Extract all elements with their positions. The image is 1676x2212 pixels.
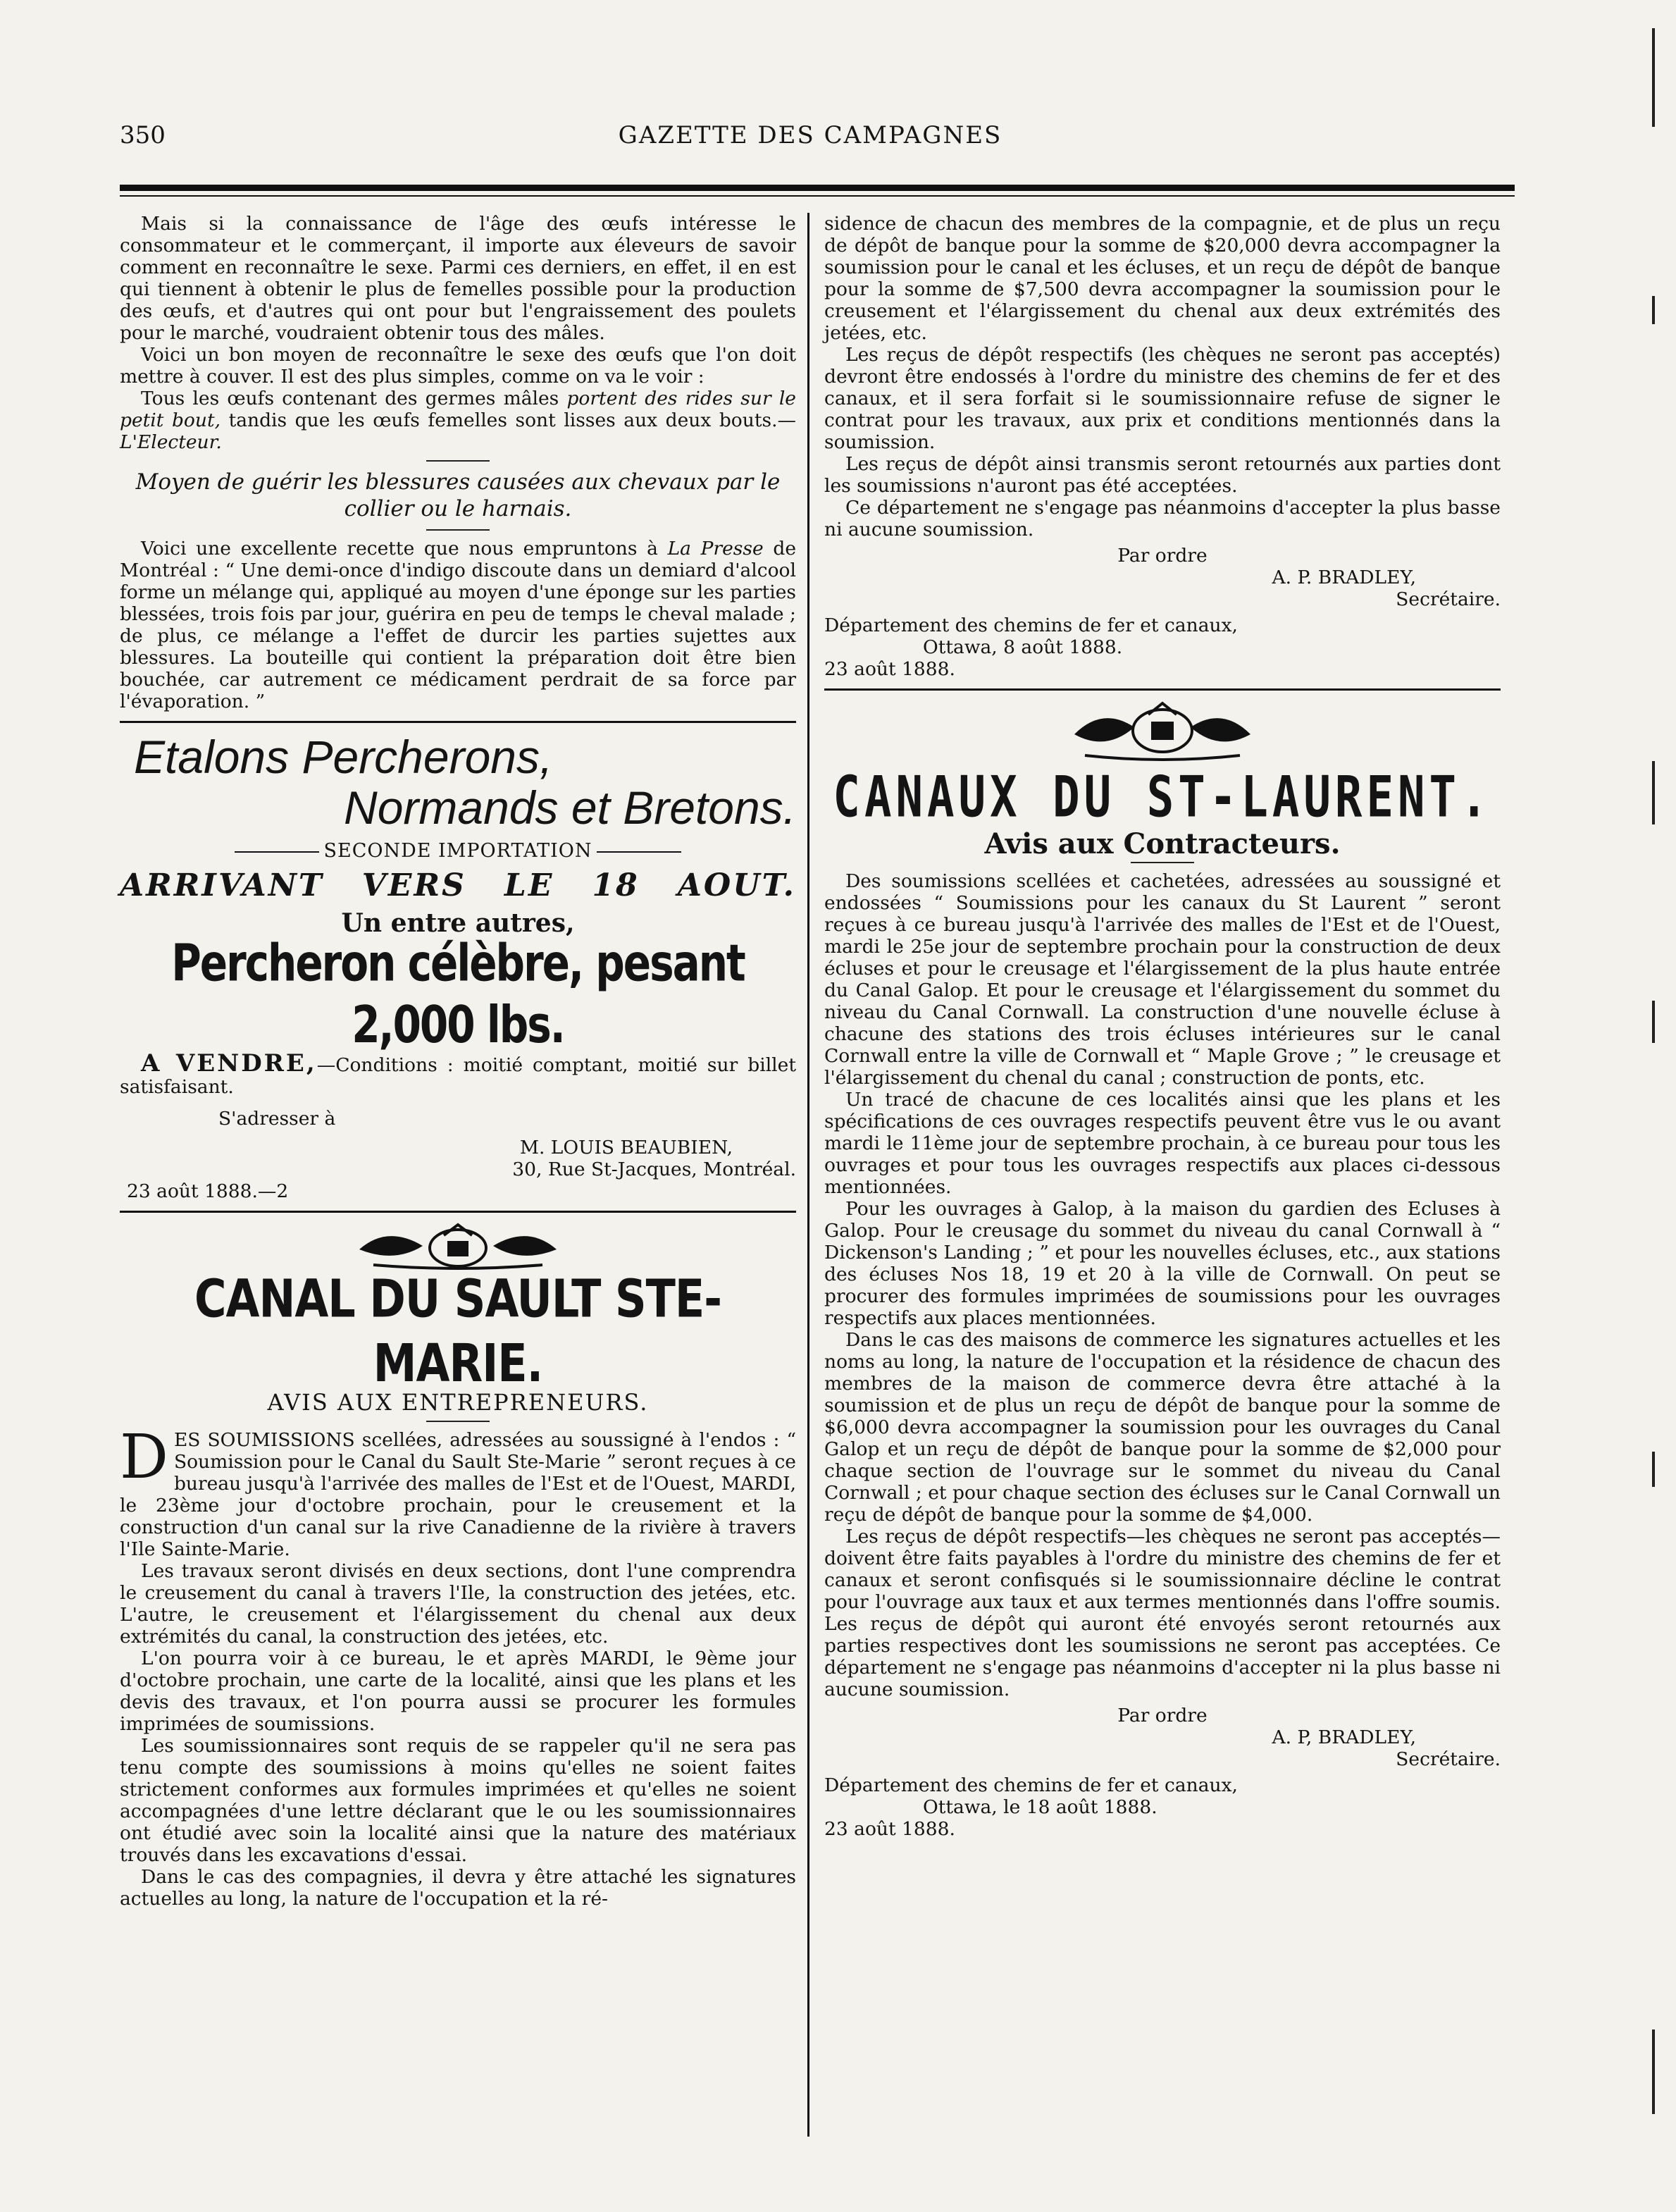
article-oeufs — [120, 213, 796, 453]
ad-subtitle: AVIS AUX ENTREPRENEURS. — [267, 1389, 649, 1416]
right-column — [824, 213, 1501, 1840]
ad-st-laurent — [824, 699, 1501, 1840]
coat-of-arms-ornament — [345, 1221, 571, 1271]
binding-edge-marks — [1634, 0, 1662, 2212]
article-blessures — [120, 469, 796, 712]
separator-rule — [426, 460, 490, 462]
import-label-text: SECONDE IMPORTATION — [323, 840, 592, 862]
sale-conditions — [120, 1049, 796, 1098]
ad-title: CANAL DU SAULT STE-MARIE. — [194, 1268, 722, 1394]
department: Département des chemins de fer et canaux, — [824, 614, 1238, 636]
import-label — [120, 840, 796, 862]
separator-rule — [426, 529, 490, 531]
a-vendre: A VENDRE, — [141, 1049, 317, 1077]
ad-title: CANAUX DU ST-LAURENT. — [833, 765, 1492, 831]
ad-sault — [120, 1221, 796, 1910]
paragraph: Mais si la connaissance de l'âge des œufs intéresse le consommateur et le commerçant, il importe aux éleveurs de savoir comment en reconnaître le sexe. Parmi ces derniers, en effet, il en est qui tiennent à obtenir le plus de femelles possible pour la production des œufs, et d'autres qui ont pour but l'engraissement des poulets pour le marché, voudraient obtenir tous des mâles. — [120, 213, 796, 344]
ad-sault-continued — [824, 213, 1501, 680]
paragraph — [120, 388, 796, 453]
separator-rule — [1131, 862, 1194, 863]
signer-name: A. P, BRADLEY, — [1272, 1726, 1416, 1748]
header-rule-thick — [120, 185, 1515, 191]
text-run: ES SOUMISSIONS scellées, adressées au soussigné à l'endos : “ Soumission pour le Canal du Sault Ste-Marie ” seront reçues à ce bureau jusqu'à l'arrivée des malles de l'Est et de l'Ouest, MARDI, le 23ème jour d'octobre prochain, pour le creusement et la construction d'un canal sur la rive Canadienne de la rivière à travers l'Ile Sainte-Marie. — [120, 1429, 796, 1560]
source-credit: L'Electeur. — [120, 431, 222, 453]
paragraph: Ce département ne s'engage pas néanmoins d'accepter la plus basse ni aucune soumission. — [824, 497, 1501, 540]
paragraph: Pour les ouvrages à Galop, à la maison du gardien des Ecluses à Galop. Pour le creusage du sommet du niveau du canal Cornwall à “ Dickenson's Landing ; ” et pour les nouvelles écluses, etc., aux stations des écluses Nos 18, 19 et 20 à la ville de Cornwall. On peut se procurer des formules imprimées de soumissions pour les ouvrages respectifs aux places mentionnées. — [824, 1198, 1501, 1329]
ad-date: 23 août 1888.—2 — [127, 1180, 289, 1202]
arrival-line: ARRIVANT VERS LE 18 AOUT. — [120, 867, 796, 903]
paragraph: Voici un bon moyen de reconnaître le sexe des œufs que l'on doit mettre à couver. Il est des plus simples, comme on va le voir : — [120, 344, 796, 388]
paragraph: Dans le cas des compagnies, il devra y être attaché les signatures actuelles au long, la nature de l'occupation et la ré- — [120, 1866, 796, 1910]
article-title: Moyen de guérir les blessures causées aux chevaux par le collier ou le harnais. — [135, 469, 781, 521]
paragraph: Dans le cas des maisons de commerce les signatures actuelles et les noms au long, la nature de l'occupation et la résidence de chacun des membres de la maison de commerce devra être attaché à la soumission et de plus un reçu de dépôt de banque pour la somme de $6,000 devra accompagner la soumission pour les ouvrages du Canal Galop et un reçu de dépôt de banque pour la somme de $2,000 pour chaque section de l'ouvrage sur le sommet du niveau du Canal Cornwall ; et pour chaque section des écluses sur le Canal Cornwall un reçu de dépôt de banque pour la somme de $4,000. — [824, 1329, 1501, 1526]
signer-role: Secrétaire. — [1396, 588, 1501, 610]
conditions-text: —Conditions : moitié comptant, moitié sur billet satisfaisant. — [120, 1054, 796, 1098]
coat-of-arms-ornament — [1064, 699, 1261, 762]
column-rule — [807, 213, 809, 2137]
paragraph: Les reçus de dépôt respectifs (les chèques ne seront pas acceptés) devront être endossés à l'ordre du ministre des chemins de fer et des canaux, et il sera forfait si le soumissionnaire refuse de signer le contrat pour les travaux, aux prix et conditions mentionnés dans la soumission. — [824, 344, 1501, 453]
entre-autres: Un entre autres, — [341, 908, 575, 938]
paragraph: sidence de chacun des membres de la compagnie, et de plus un reçu de dépôt de banque pour la somme de $20,000 devra accompagner la soumission pour le canal et les écluses, et un reçu de dépôt de banque pour la somme de $7,500 devra accompagner la soumission pour le creusement et l'élargissement du chenal aux deux extrémités des jetées, etc. — [824, 213, 1501, 344]
paragraph — [120, 538, 796, 712]
place-date: Ottawa, 8 août 1888. — [923, 636, 1123, 658]
signer-role: Secrétaire. — [1396, 1748, 1501, 1770]
paragraph: Les travaux seront divisés en deux sections, dont l'une comprendra le creusement du canal à travers l'Ile, la construction des jetées, etc. L'autre, le creusement et l'élargissement du chenal aux deux extrémités du canal, la construction des jetées, etc. — [120, 1560, 796, 1648]
running-title: GAZETTE DES CAMPAGNES — [618, 121, 1003, 149]
par-ordre: Par ordre — [1117, 545, 1208, 567]
contact-name: M. LOUIS BEAUBIEN, — [519, 1137, 733, 1158]
section-rule — [120, 721, 796, 723]
italic-run: portent des rides sur le petit bout, — [120, 388, 796, 431]
text-run: tandis que les œufs femelles sont lisses aux deux bouts.— — [221, 409, 796, 431]
paragraph: Les reçus de dépôt ainsi transmis seront retournés aux parties dont les soumissions n'auront pas été acceptées. — [824, 453, 1501, 497]
paragraph: Un tracé de chacune de ces localités ainsi que les plans et les spécifications de ces ouvrages respectifs peuvent être vus le ou avant mardi le 11ème jour de septembre prochain, à ce bureau pour tous les ouvrages et pour tous les ouvrages respectifs aux places ci-dessous mentionnées. — [824, 1089, 1501, 1198]
italic-run: La Presse — [667, 538, 764, 560]
section-rule — [120, 1211, 796, 1213]
header-rule-thin — [120, 195, 1515, 197]
ad-date: 23 août 1888. — [824, 658, 955, 680]
separator-rule — [426, 1421, 490, 1422]
page-header — [106, 106, 1515, 148]
paragraph — [120, 1422, 796, 1560]
section-rule — [824, 688, 1501, 691]
adresser: S'adresser à — [218, 1108, 336, 1130]
newspaper-page — [106, 106, 1515, 2128]
department: Département des chemins de fer et canaux, — [824, 1774, 1238, 1796]
paragraph: Les reçus de dépôt respectifs—les chèques ne seront pas acceptés—doivent être faits payables à l'ordre du ministre des chemins de fer et canaux et seront confisqués si le soumissionnaire décline le contrat pour l'ouvrage aux taux et aux termes mentionnés dans l'offre soumis. Les reçus de dépôt qui auront été envoyés seront retournés aux parties respectives dont les soumissions ne seront pas acceptées. Ce département ne s'engage pas néanmoins d'accepter ni la plus basse ni aucune soumission. — [824, 1526, 1501, 1700]
ad-date: 23 août 1888. — [824, 1818, 955, 1840]
ad-subtitle: Avis aux Contracteurs. — [984, 827, 1341, 860]
percheron-headline: Percheron célèbre, pesant 2,000 lbs. — [171, 932, 745, 1055]
paragraph: L'on pourra voir à ce bureau, le et après MARDI, le 9ème jour d'octobre prochain, une carte de la localité, ainsi que les plans et les devis des travaux, et l'on pourra aussi se procurer les formules imprimées de soumissions. — [120, 1648, 796, 1735]
text-run: de Montréal : “ Une demi-once d'indigo discoute dans un demiard d'alcool forme un mélange qui, appliqué au moyen d'une éponge sur les parties blessées, trois fois par jour, guérira en peu de temps le cheval malade ; de plus, ce mélange a l'effet de durcir les parties sujettes aux blessures. La bouteille qui contient la préparation doit être bien bouchée, car autrement ce médicament perdrait de sa force par l'évaporation. ” — [120, 538, 797, 712]
left-column — [120, 213, 796, 1910]
text-run: Tous les œufs contenant des germes mâles — [141, 388, 567, 409]
signer-name: A. P. BRADLEY, — [1272, 567, 1416, 588]
ad-title-line2: Normands et Bretons. — [344, 781, 796, 834]
place-date: Ottawa, le 18 août 1888. — [923, 1796, 1157, 1818]
contact-address: 30, Rue St-Jacques, Montréal. — [512, 1158, 796, 1180]
drop-cap: D — [120, 1422, 168, 1493]
paragraph: Des soumissions scellées et cachetées, adressées au soussigné et endossées “ Soumissions pour les canaux du St Laurent ” seront reçues à ce bureau jusqu'à l'arrivée des malles de l'Est et de l'Ouest, mardi le 25e jour de septembre prochain pour la construction de deux écluses et pour le creusage et l'élargissement de la plus haute entrée du Canal Galop. Et pour le creusage et l'élargissement du sommet du niveau du Canal Cornwall. La construction d'une nouvelle écluse à chacune des stations des trois écluses intérieures sur le canal Cornwall entre la ville de Cornwall et “ Maple Grove ; ” le creusage et l'élargissement du chenal du canal ; construction de ponts, etc. — [824, 870, 1501, 1089]
text-run: Voici une excellente recette que nous empruntons à — [141, 538, 668, 560]
page-number: 350 — [120, 121, 166, 149]
ad-title-line1: Etalons Percherons, — [134, 731, 553, 783]
par-ordre: Par ordre — [1117, 1705, 1208, 1726]
paragraph: Les soumissionnaires sont requis de se rappeler qu'il ne sera pas tenu compte des soumissions à moins qu'elles ne soient faites strictement conformes aux formules imprimées et qu'elles ne soient accompagnées d'une lettre déclarant que le ou les soumissionnaires ont étudié avec soin la localité ainsi que la nature des matériaux trouvés dans les excavations d'essai. — [120, 1735, 796, 1866]
ad-etalons — [120, 731, 796, 1202]
